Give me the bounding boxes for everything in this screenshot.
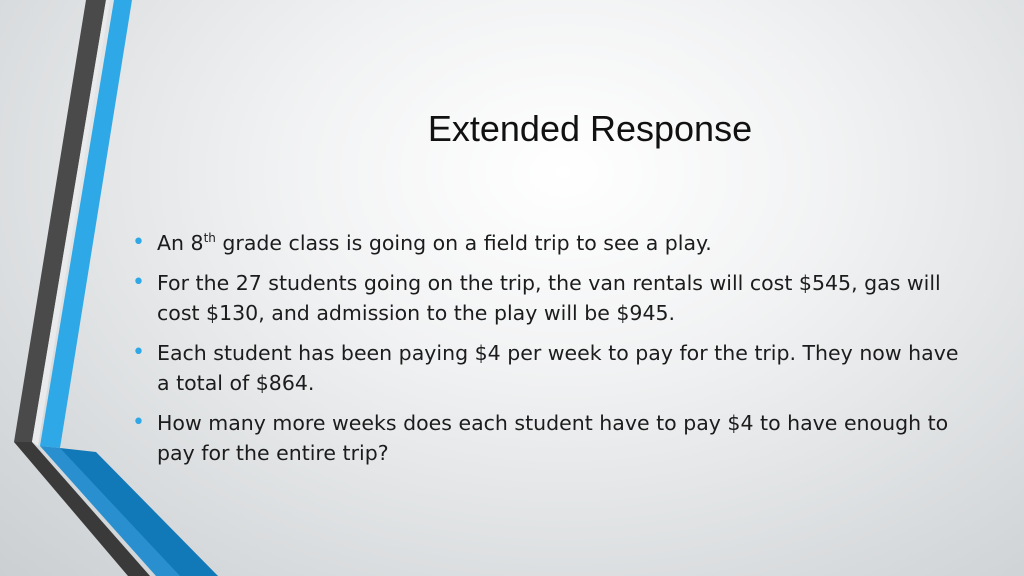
- bullet-icon: •: [132, 230, 145, 255]
- bullet-item-1: [132, 228, 962, 258]
- bullet-text-1-post: grade class is going on a field trip to see a play.: [215, 231, 712, 255]
- bullet-text-3: Each student has been paying $4 per week to pay for the trip. They now have a total of $864.: [157, 341, 959, 395]
- bullet-item-2: [132, 268, 962, 328]
- bullet-icon: •: [132, 340, 145, 365]
- bullet-text-4: How many more weeks does each student have to pay $4 to have enough to pay for the entire trip?: [157, 411, 949, 465]
- bullet-text-1-sup: th: [203, 231, 216, 246]
- bullet-icon: •: [132, 410, 145, 435]
- bullet-icon: •: [132, 270, 145, 295]
- bullet-text-1-pre: An 8: [157, 231, 204, 255]
- bullet-item-4: [132, 408, 962, 468]
- bullet-text-2: For the 27 students going on the trip, the van rentals will cost $545, gas will cost $130, and admission to the play will be $945.: [157, 271, 941, 325]
- bullet-item-3: [132, 338, 962, 398]
- slide-title: Extended Response: [427, 108, 753, 149]
- bullet-list: [132, 228, 962, 478]
